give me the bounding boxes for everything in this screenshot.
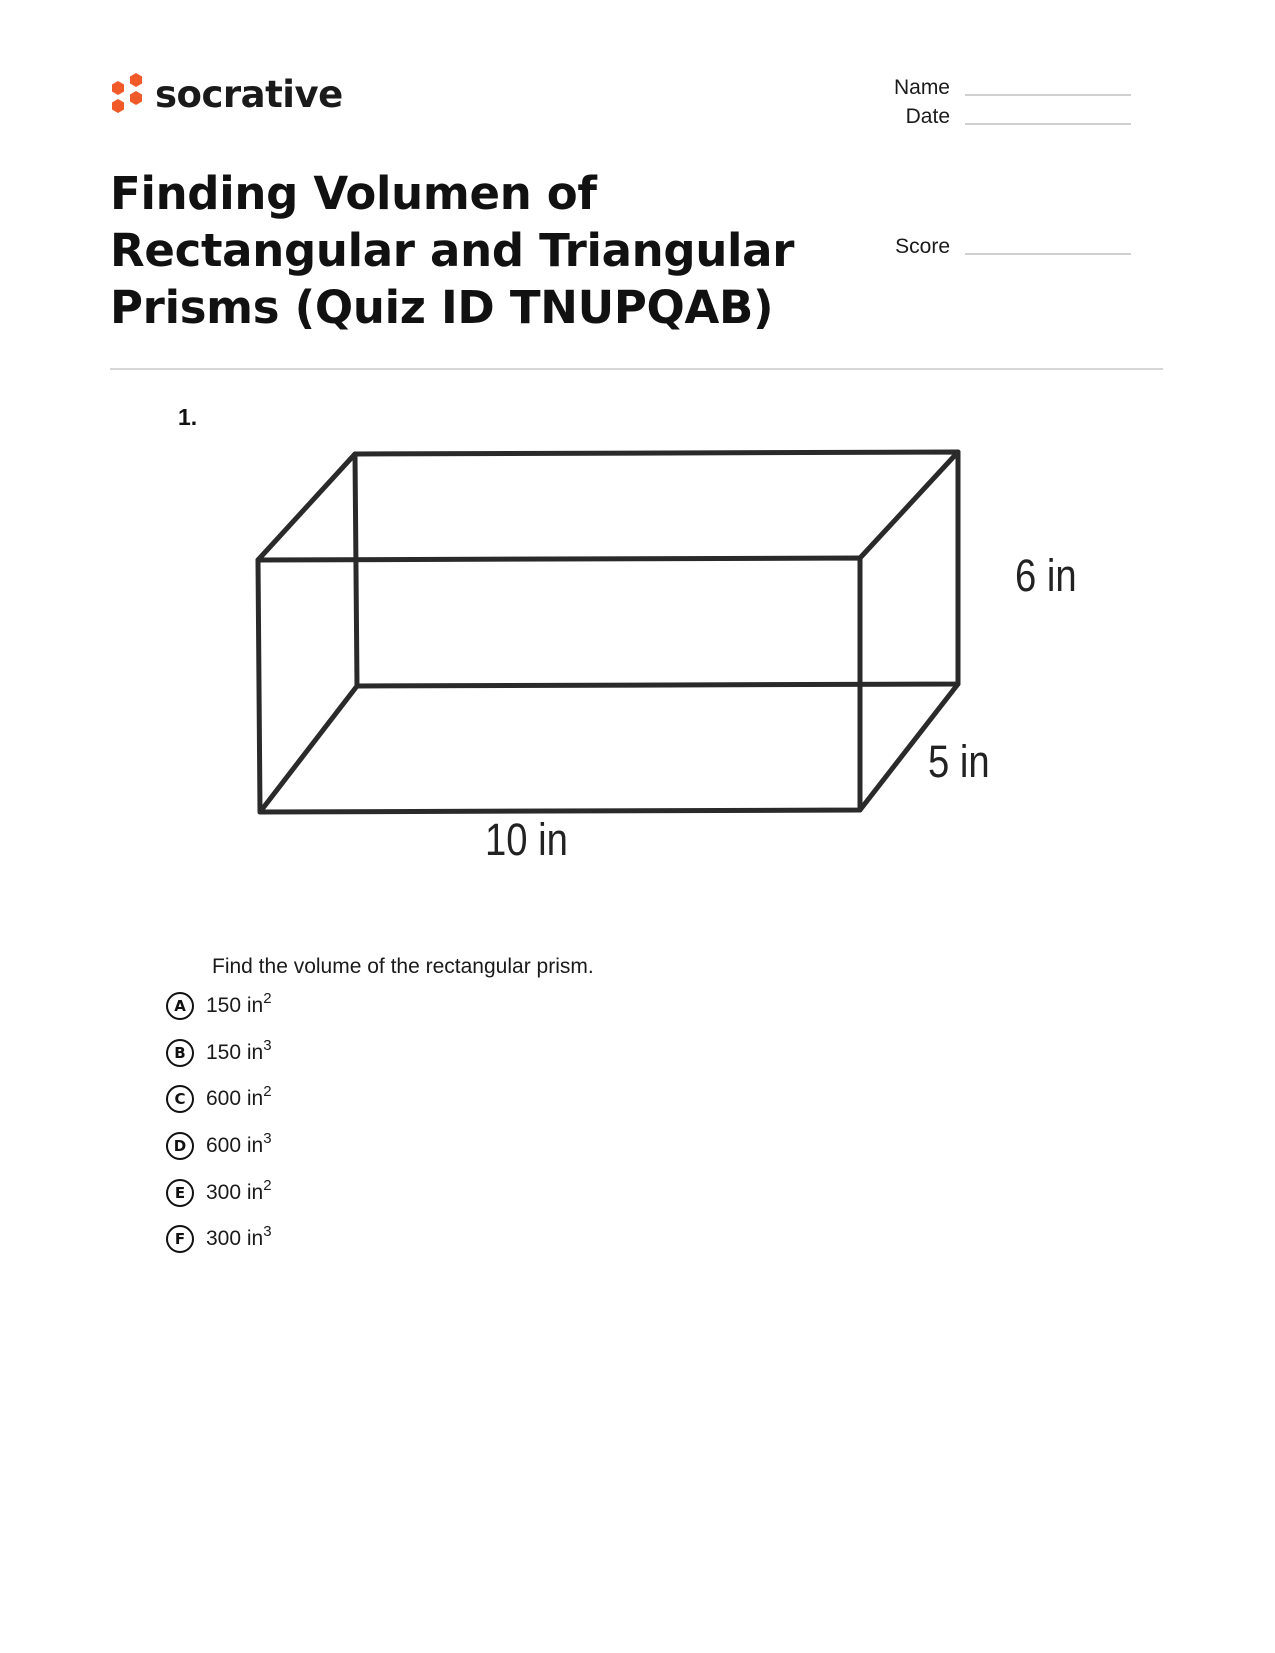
prism-diagram-icon — [240, 430, 1140, 930]
width-label: 5 in — [928, 736, 990, 787]
choice-exponent: 3 — [263, 1223, 272, 1241]
choice-value: 600 in — [206, 1134, 264, 1158]
question-number: 1. — [178, 404, 198, 430]
choice-f[interactable] — [166, 1223, 272, 1255]
brand-name: socrative — [155, 72, 343, 116]
choice-exponent: 2 — [263, 990, 272, 1007]
choice-c[interactable] — [166, 1083, 272, 1115]
name-field[interactable] — [870, 76, 1131, 100]
choice-exponent: 2 — [263, 1176, 272, 1194]
choice-value: 300 in — [206, 1227, 264, 1251]
name-label: Name — [893, 76, 950, 99]
choice-bubble[interactable]: F — [166, 1225, 194, 1253]
choice-value: 150 in — [206, 994, 264, 1017]
socrative-logo — [109, 71, 343, 121]
score-label: Score — [895, 235, 950, 258]
question-prompt: Find the volume of the rectangular prism. — [212, 955, 594, 978]
choice-value: 600 in — [206, 1087, 264, 1111]
height-label: 6 in — [1015, 550, 1077, 601]
name-line[interactable] — [965, 94, 1131, 96]
quiz-title: Finding Volumen of Rectangular and Triangular Prisms (Quiz ID TNUPQAB) — [110, 167, 795, 334]
choice-bubble[interactable]: A — [166, 992, 194, 1020]
choice-a[interactable] — [166, 990, 272, 1022]
answer-choices — [166, 990, 272, 1270]
date-field[interactable] — [870, 105, 1131, 129]
date-line[interactable] — [965, 123, 1131, 125]
choice-e[interactable] — [166, 1177, 272, 1209]
score-line[interactable] — [965, 253, 1131, 255]
choice-bubble[interactable]: E — [166, 1179, 194, 1207]
choice-text — [206, 1223, 272, 1251]
choice-value: 300 in — [206, 1180, 264, 1204]
choice-bubble[interactable]: C — [166, 1085, 194, 1113]
choice-bubble[interactable]: D — [166, 1132, 194, 1160]
choice-exponent: 3 — [263, 1130, 272, 1148]
choice-b[interactable] — [166, 1037, 272, 1069]
choice-value: 150 in — [206, 1040, 264, 1064]
choice-d[interactable] — [166, 1130, 272, 1162]
date-label: Date — [905, 105, 950, 128]
choice-text — [206, 1130, 272, 1158]
choice-text — [206, 1176, 272, 1205]
hexagon-cluster-icon — [109, 71, 147, 121]
choice-text — [206, 1083, 272, 1111]
choice-bubble[interactable]: B — [166, 1039, 194, 1067]
choice-exponent: 3 — [263, 1036, 272, 1054]
header-divider — [110, 368, 1163, 370]
choice-text — [206, 1036, 272, 1065]
length-label: 10 in — [485, 814, 568, 865]
choice-text — [206, 990, 272, 1018]
choice-exponent: 2 — [263, 1083, 272, 1101]
rectangular-prism-figure — [240, 430, 1140, 930]
